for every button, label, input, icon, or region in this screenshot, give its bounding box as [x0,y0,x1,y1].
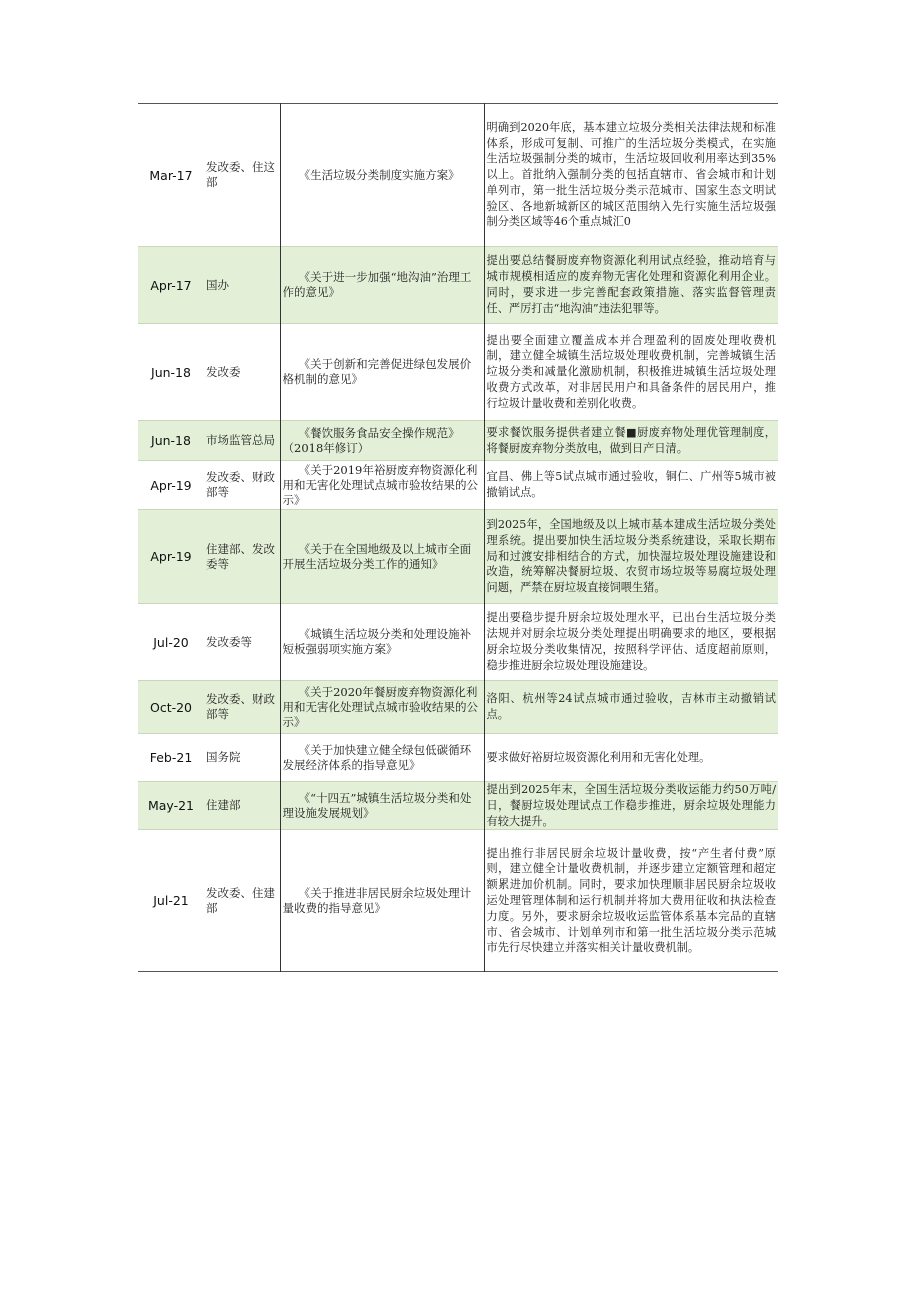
row-document: 《关于进一步加强“地沟油”治理工作的意见》 [280,247,484,324]
row-description: 到2025年，全国地级及以上城市基本建成生活垃圾分类处理系统。提出要加快生活垃圾分类系统建设，采取长期布局和过渡安排相结合的方式，加快湿垃圾处理设施建设和改造，统筹解决餐厨垃圾、农贸市场垃圾等易腐垃圾处理问题，严禁在厨垃圾直接饲喂生猪。 [484,510,778,604]
row-description: 提出要全面建立覆盖成本并合理盈利的固废处理收费机制，建立健全城镇生活垃圾处理收费机制，完善城镇生活垃圾分类和减量化激励机制，积极推进城镇生活垃圾处理收费方式改革，对非居民用户和具备条件的居民用户，推行垃圾计量收费和差别化收费。 [484,324,778,421]
row-date: Mar-17 [149,167,193,183]
row-description: 提出要稳步提升厨余垃圾处理水平，已出台生活垃圾分类法规并对厨余垃圾分类处理提出明确要求的地区，要根据厨余垃圾分类收集情况，按照科学评估、适度超前原则，稳步推进厨余垃圾处理设施建设。 [484,604,778,681]
row-description: 明确到2020年底，基本建立垃圾分类相关法律法规和标准体系，形成可复制、可推广的生活垃圾分类模式，在实施生活垃圾强制分类的城市，生活垃圾回收利用率达到35%以上。首批纳入强制分类的包括直辖市、省会城市和计划单列市，第一批生活垃圾分类示范城市、国家生态文明试验区、各地新城新区的城区范围纳入先行实施生活垃圾强制分类区域等46个重点城汇0 [484,104,778,247]
row-description: 提出推行非居民厨余垃圾计量收费，按“产生者付费”原则，建立健全计量收费机制，并逐步建立定额管理和超定额累进加价机制。同时，要求加快理顺非居民厨余垃圾收运处理管理体制和运行机制并将加大费用征收和执法检查力度。另外，要求厨余垃圾收运监管体系基本完品的直辖市、省会城市、计划单列市和第一批生活垃圾分类示范城市先行尽快建立并落实相关计量收费机制。 [484,830,778,972]
row-description: 要求餐饮服务提供者建立餐■厨废弃物处理优管理制度，将餐厨废弃物分类放电，做到日产日清。 [484,421,778,461]
row-org: 住建部、发改委等 [204,510,280,604]
table-row [138,830,778,972]
row-date: Jun-18 [151,364,191,380]
table-row [138,604,778,681]
table-row [138,734,778,782]
row-org: 市场监管总局 [204,421,280,461]
row-document: 《关于创新和完善促进绿包发展价格机制的意见》 [280,324,484,421]
row-document: 《关于2020年餐厨废弃物资源化利用和无害化处理试点城市验收结果的公示》 [280,681,484,734]
row-description: 要求做好裕厨垃圾资源化利用和无害化处理。 [484,734,778,782]
table-row [138,324,778,421]
row-document: 《餐饮服务食品安全操作规范》（2018年修订） [280,421,484,461]
row-description: 提出到2025年末，全国生活垃圾分类收运能力约50万吨/日，餐厨垃圾处理试点工作稳步推进，厨余垃圾处理能力有较大提升。 [484,782,778,830]
row-description: 洛阳、杭州等24试点城市通过验收，吉林市主动撤销试点。 [484,681,778,734]
row-document: 《关于加快建立健全绿包低碳循环发展经济体系的指导意见》 [280,734,484,782]
row-date: Jun-18 [138,421,204,461]
row-org: 发改委、住建部 [206,885,275,915]
row-org: 发改委等 [206,634,252,649]
row-date: Apr-19 [138,510,204,604]
table-row [138,510,778,604]
row-org: 住建部 [204,782,280,830]
table-row [138,461,778,510]
row-document: 《关于在全国地级及以上城市全面开展生活垃圾分类工作的通知》 [280,510,484,604]
table-row [138,247,778,324]
row-org: 发改委 [206,364,241,379]
row-document: 《关于推进非居民厨余垃圾处理计量收费的指导意见》 [280,830,484,972]
row-document: 《“十四五”城镇生活垃圾分类和处理设施发展规划》 [280,782,484,830]
row-date: Feb-21 [149,750,193,765]
table-row [138,782,778,830]
row-document: 《生活垃圾分类制度实施方案》 [280,104,484,247]
row-org: 发改委、财政部等 [204,681,280,734]
row-description: 宜昌、佛上等5试点城市通过验收，铜仁、广州等5城市被撤销试点。 [484,461,778,510]
row-org: 发改委、住这部 [206,160,275,189]
row-document: 《城镇生活垃圾分类和处理设施补短板强弱项实施方案》 [280,604,484,681]
table-row [138,104,778,247]
row-org: 国务院 [206,750,241,764]
row-org: 发改委、财政部等 [206,470,275,499]
row-org: 国办 [204,247,280,324]
table-row [138,681,778,734]
row-date: Apr-17 [138,247,204,324]
row-date: Jul-20 [153,634,189,650]
row-date: May-21 [138,782,204,830]
row-date: Oct-20 [138,681,204,734]
row-date: Jul-21 [153,893,189,909]
row-date: Apr-19 [150,477,192,493]
table-row [138,421,778,461]
policy-table [138,103,778,972]
row-description: 提出要总结餐厨废弃物资源化利用试点经验，推动培育与城市规模相适应的废弃物无害化处理和资源化利用企业。同时，要求进一步完善配套政策措施、落实监督管理责任、严厉打击“地沟油”违法犯罪等。 [484,247,778,324]
row-document: 《关于2019年裕厨废弃物资源化利用和无害化处理试点城市验妆结果的公示》 [280,461,484,510]
